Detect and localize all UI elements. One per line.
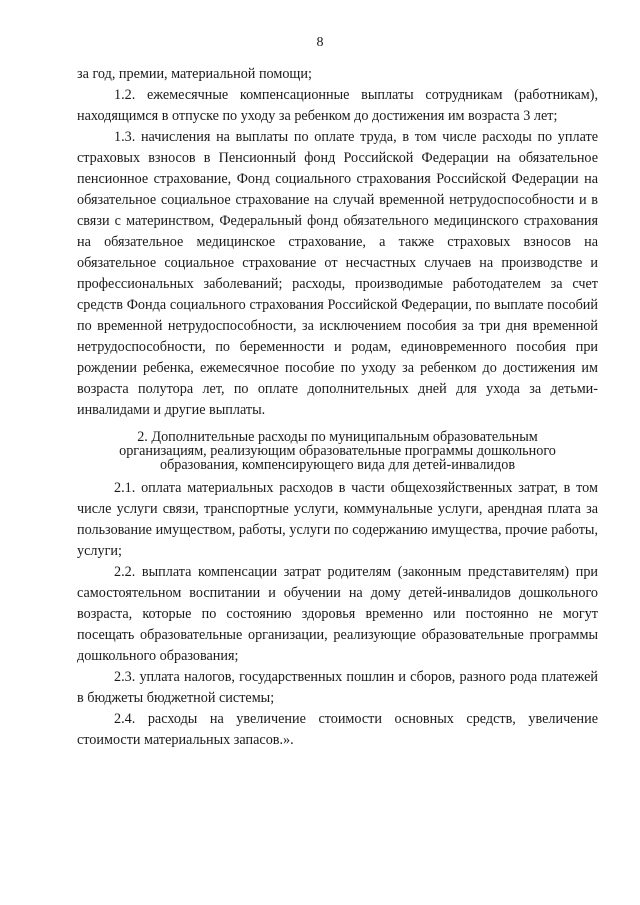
paragraph-1-3: 1.3. начисления на выплаты по оплате труда, в том числе расходы по уплате страховых взносов в Пенсионный фонд Российской Федерации на обязательное пенсионное страхование, Фонд социального страхования Российской Федерации на обязательное социальное страхование на случай временной нетрудоспособности и в связи с материнством, Федеральный фонд обязательного медицинского страхования на обязательное медицинское страхование, а также страховых взносов на обязательное социальное страхование от несчастных случаев на производстве и профессиональных заболеваний; расходы, производимые работодателем за счет средств Фонда социального страхования Российской Федерации, по выплате пособий по временной нетрудоспособности, за исключением пособия за три дня временной нетрудоспособности, по беременности и родам, единовременного пособия при рождении ребенка, ежемесячное пособие по уходу за ребенком до достижения им возраста полутора лет, по оплате дополнительных дней для ухода за детьми-инвалидами и другие выплаты.: [77, 129, 598, 418]
paragraph-2-2: 2.2. выплата компенсации затрат родителям (законным представителям) при самостоятельном воспитании и обучении на дому детей-инвалидов дошкольного возраста, которые по состоянию здоровья временно или постоянно не могут посещать образовательные организации, реализующие образовательные программы дошкольного образования;: [77, 564, 598, 664]
paragraph-2-1: 2.1. оплата материальных расходов в части общехозяйственных затрат, в том числе услуги связи, транспортные услуги, коммунальные услуги, арендная плата за пользование имуществом, работы, услуги по содержанию имущества, прочие работы, услуги;: [77, 480, 598, 559]
section-heading: [77, 430, 598, 472]
paragraph-2-3: 2.3. уплата налогов, государственных пошлин и сборов, разного рода платежей в бюджеты бюджетной системы;: [77, 669, 598, 706]
paragraph-2-4: 2.4. расходы на увеличение стоимости основных средств, увеличение стоимости материальных запасов.».: [77, 711, 598, 748]
bottom-text-block: [77, 478, 598, 751]
paragraph-continuation: за год, премии, материальной помощи;: [77, 66, 312, 82]
top-text-block: [77, 64, 598, 421]
section-heading-line-3: образования, компенсирующего вида для детей-инвалидов: [159, 457, 516, 473]
section-heading-line-1: 2. Дополнительные расходы по муниципальным образовательным: [137, 429, 538, 445]
page-number: 8: [316, 35, 324, 50]
section-heading-line-2: организациям, реализующим образовательные программы дошкольного: [119, 443, 556, 459]
paragraph-1-2: 1.2. ежемесячные компенсационные выплаты сотрудникам (работникам), находящимся в отпуске по уходу за ребенком до достижения им возраста 3 лет;: [77, 87, 598, 124]
